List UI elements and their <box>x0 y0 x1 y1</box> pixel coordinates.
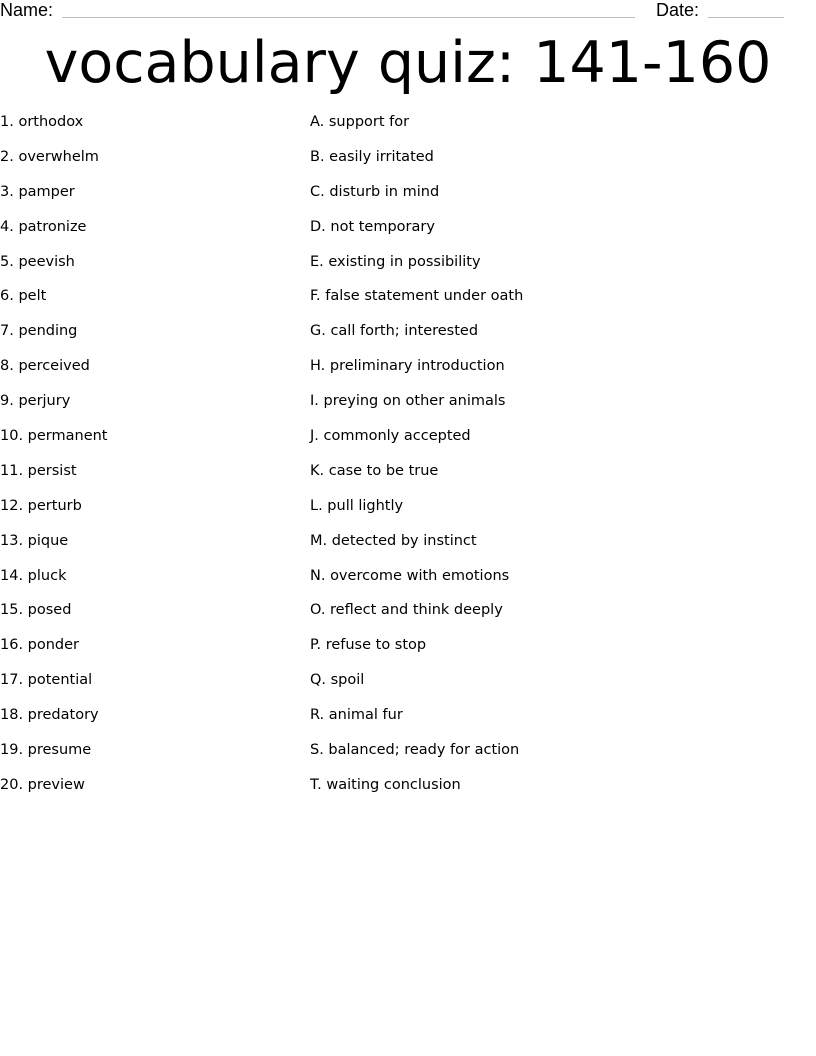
quiz-row <box>0 181 816 216</box>
definition-item: I. preying on other animals <box>310 393 506 410</box>
quiz-row <box>0 495 816 530</box>
quiz-row <box>0 216 816 251</box>
term-item: 13. pique <box>0 532 69 549</box>
term-item: 9. perjury <box>0 393 71 410</box>
definition-item: M. detected by instinct <box>310 532 477 549</box>
quiz-row <box>0 530 816 565</box>
quiz-row <box>0 460 816 495</box>
term-item: 15. posed <box>0 602 72 619</box>
definition-item: O. reflect and think deeply <box>310 602 503 619</box>
definition-item: Q. spoil <box>310 672 365 689</box>
name-blank-line[interactable] <box>62 17 635 18</box>
term-item: 5. peevish <box>0 253 75 270</box>
term-item: 4. patronize <box>0 218 87 235</box>
header-row <box>0 0 816 22</box>
definition-item: N. overcome with emotions <box>310 567 510 584</box>
definition-item: P. refuse to stop <box>310 637 427 654</box>
term-item: 17. potential <box>0 672 93 689</box>
term-item: 11. persist <box>0 462 77 479</box>
term-item: 6. pelt <box>0 288 47 305</box>
definition-item: H. preliminary introduction <box>310 358 505 375</box>
quiz-list <box>0 111 816 809</box>
definition-item: E. existing in possibility <box>310 253 481 270</box>
quiz-row <box>0 251 816 286</box>
quiz-row <box>0 634 816 669</box>
term-item: 8. perceived <box>0 358 90 375</box>
definition-item: J. commonly accepted <box>310 428 471 445</box>
definition-item: G. call forth; interested <box>310 323 479 340</box>
term-item: 7. pending <box>0 323 78 340</box>
term-item: 19. presume <box>0 742 92 759</box>
quiz-row <box>0 111 816 146</box>
quiz-row <box>0 739 816 774</box>
quiz-row <box>0 599 816 634</box>
definition-item: D. not temporary <box>310 218 435 235</box>
definition-item: S. balanced; ready for action <box>310 742 520 759</box>
definition-item: L. pull lightly <box>310 497 404 514</box>
date-label: Date: <box>656 0 700 20</box>
definition-item: B. easily irritated <box>310 148 434 165</box>
quiz-row <box>0 669 816 704</box>
term-item: 12. perturb <box>0 497 82 514</box>
term-item: 14. pluck <box>0 567 67 584</box>
term-item: 3. pamper <box>0 183 75 200</box>
term-item: 1. orthodox <box>0 114 84 130</box>
quiz-row <box>0 565 816 600</box>
quiz-row <box>0 355 816 390</box>
definition-item: R. animal fur <box>310 707 403 724</box>
quiz-row <box>0 320 816 355</box>
name-label: Name: <box>0 0 54 20</box>
term-item: 20. preview <box>0 776 85 793</box>
quiz-row <box>0 285 816 320</box>
definition-item: K. case to be true <box>310 462 439 479</box>
term-item: 2. overwhelm <box>0 148 99 165</box>
term-item: 18. predatory <box>0 707 99 724</box>
quiz-row <box>0 390 816 425</box>
quiz-row <box>0 146 816 181</box>
definition-item: C. disturb in mind <box>310 183 440 200</box>
definition-item: T. waiting conclusion <box>310 776 461 793</box>
definition-item: F. false statement under oath <box>310 288 524 305</box>
term-item: 10. permanent <box>0 428 108 445</box>
page-title: vocabulary quiz: 141-160 <box>44 30 772 96</box>
quiz-row <box>0 425 816 460</box>
quiz-row <box>0 774 816 809</box>
quiz-row <box>0 704 816 739</box>
term-item: 16. ponder <box>0 637 80 654</box>
date-blank-line[interactable] <box>708 17 784 18</box>
definition-item: A. support for <box>310 114 410 130</box>
